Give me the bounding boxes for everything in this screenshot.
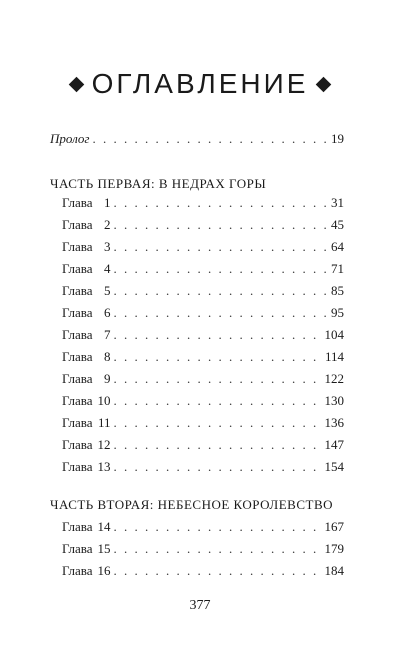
toc-entry-chapter[interactable] xyxy=(50,305,344,321)
toc-title-row xyxy=(0,68,400,100)
toc-entry-page: 95 xyxy=(331,305,344,320)
toc-entry-page: 64 xyxy=(331,239,344,254)
toc-entry-page: 136 xyxy=(324,415,344,430)
toc-entry-prologue[interactable] xyxy=(50,131,344,147)
toc-entry-number: 2 xyxy=(104,217,111,232)
dot-leader xyxy=(114,283,328,299)
toc-entry-number: 13 xyxy=(97,459,111,474)
toc-entry-number: 7 xyxy=(104,327,111,342)
toc-entry-chapter[interactable] xyxy=(50,393,344,409)
toc-title: ОГЛАВЛЕНИЕ xyxy=(91,68,309,99)
diamond-ornament-icon xyxy=(316,76,332,92)
part-heading: ЧАСТЬ ПЕРВАЯ: В НЕДРАХ ГОРЫ xyxy=(50,176,267,191)
toc-entry-page: 167 xyxy=(324,519,344,534)
toc-entry-number: 5 xyxy=(104,283,111,298)
toc-entry-chapter[interactable] xyxy=(50,239,344,255)
toc-entry-number: 4 xyxy=(104,261,111,276)
dot-leader xyxy=(114,217,328,233)
toc-entry-page: 179 xyxy=(324,541,344,556)
toc-entry-label: Пролог xyxy=(50,131,90,146)
toc-entry-label: Глава xyxy=(62,459,93,474)
toc-entry-label: Глава xyxy=(62,283,93,298)
toc-entry-label: Глава xyxy=(62,305,93,320)
toc-entry-chapter[interactable] xyxy=(50,283,344,299)
toc-entry-page: 45 xyxy=(331,217,344,232)
toc-entry-label: Глава xyxy=(62,371,93,386)
toc-entry-label: Глава xyxy=(62,195,93,210)
dot-leader xyxy=(114,349,322,365)
toc-entry-chapter[interactable] xyxy=(50,563,344,579)
toc-entry-chapter[interactable] xyxy=(50,541,344,557)
toc-entry-number: 3 xyxy=(104,239,111,254)
toc-entry-page: 71 xyxy=(331,261,344,276)
toc-entry-chapter[interactable] xyxy=(50,415,344,431)
dot-leader xyxy=(114,541,322,557)
dot-leader xyxy=(114,415,322,431)
toc-entry-page: 104 xyxy=(324,327,344,342)
toc-entry-label: Глава xyxy=(62,349,93,364)
dot-leader xyxy=(114,459,322,475)
toc-entry-page: 130 xyxy=(324,393,344,408)
toc-entry-page: 31 xyxy=(331,195,344,210)
toc-entry-label: Глава xyxy=(62,393,93,408)
toc-entry-number: 11 xyxy=(98,415,111,430)
toc-entry-label: Глава xyxy=(62,541,93,556)
toc-entry-number: 15 xyxy=(97,541,111,556)
toc-entry-number: 1 xyxy=(104,195,111,210)
page-number: 377 xyxy=(189,598,211,613)
dot-leader xyxy=(114,305,328,321)
toc-entry-label: Глава xyxy=(62,261,93,276)
toc-entry-page: 114 xyxy=(324,349,344,364)
dot-leader xyxy=(114,437,322,453)
dot-leader xyxy=(92,131,328,147)
part-heading: ЧАСТЬ ВТОРАЯ: НЕБЕСНОЕ КОРОЛЕВСТВО xyxy=(50,497,333,512)
toc-entry-chapter[interactable] xyxy=(50,195,344,211)
toc-entry-chapter[interactable] xyxy=(50,261,344,277)
toc-entry-chapter[interactable] xyxy=(50,327,344,343)
dot-leader xyxy=(114,327,322,343)
toc-entry-label: Глава xyxy=(62,519,93,534)
dot-leader xyxy=(114,393,322,409)
toc-entry-number: 12 xyxy=(97,437,111,452)
toc-entry-label: Глава xyxy=(62,239,93,254)
toc-entry-chapter[interactable] xyxy=(50,459,344,475)
dot-leader xyxy=(114,371,322,387)
toc-entry-page: 147 xyxy=(324,437,344,452)
dot-leader xyxy=(114,261,328,277)
toc-entry-label: Глава xyxy=(62,327,93,342)
toc-entry-number: 8 xyxy=(104,349,111,364)
toc-entry-number: 16 xyxy=(97,563,111,578)
toc-entry-number: 9 xyxy=(104,371,111,386)
toc-entry-number: 14 xyxy=(97,519,111,534)
dot-leader xyxy=(114,519,322,535)
toc-entry-label: Глава xyxy=(62,415,93,430)
toc-entry-chapter[interactable] xyxy=(50,437,344,453)
dot-leader xyxy=(114,239,328,255)
toc-entry-chapter[interactable] xyxy=(50,217,344,233)
toc-entry-label: Глава xyxy=(62,563,93,578)
toc-entry-page: 85 xyxy=(331,283,344,298)
toc-entry-page: 154 xyxy=(324,459,344,474)
toc-entry-label: Глава xyxy=(62,437,93,452)
toc-entry-page: 19 xyxy=(331,131,344,146)
toc-entry-number: 6 xyxy=(104,305,111,320)
dot-leader xyxy=(114,195,328,211)
toc-entry-chapter[interactable] xyxy=(50,519,344,535)
toc-entry-page: 122 xyxy=(324,371,344,386)
dot-leader xyxy=(114,563,322,579)
toc-entry-label: Глава xyxy=(62,217,93,232)
toc-entry-chapter[interactable] xyxy=(50,371,344,387)
diamond-ornament-icon xyxy=(68,76,84,92)
toc-entry-chapter[interactable] xyxy=(50,349,344,365)
toc-entry-number: 10 xyxy=(97,393,111,408)
toc-entry-page: 184 xyxy=(324,563,344,578)
